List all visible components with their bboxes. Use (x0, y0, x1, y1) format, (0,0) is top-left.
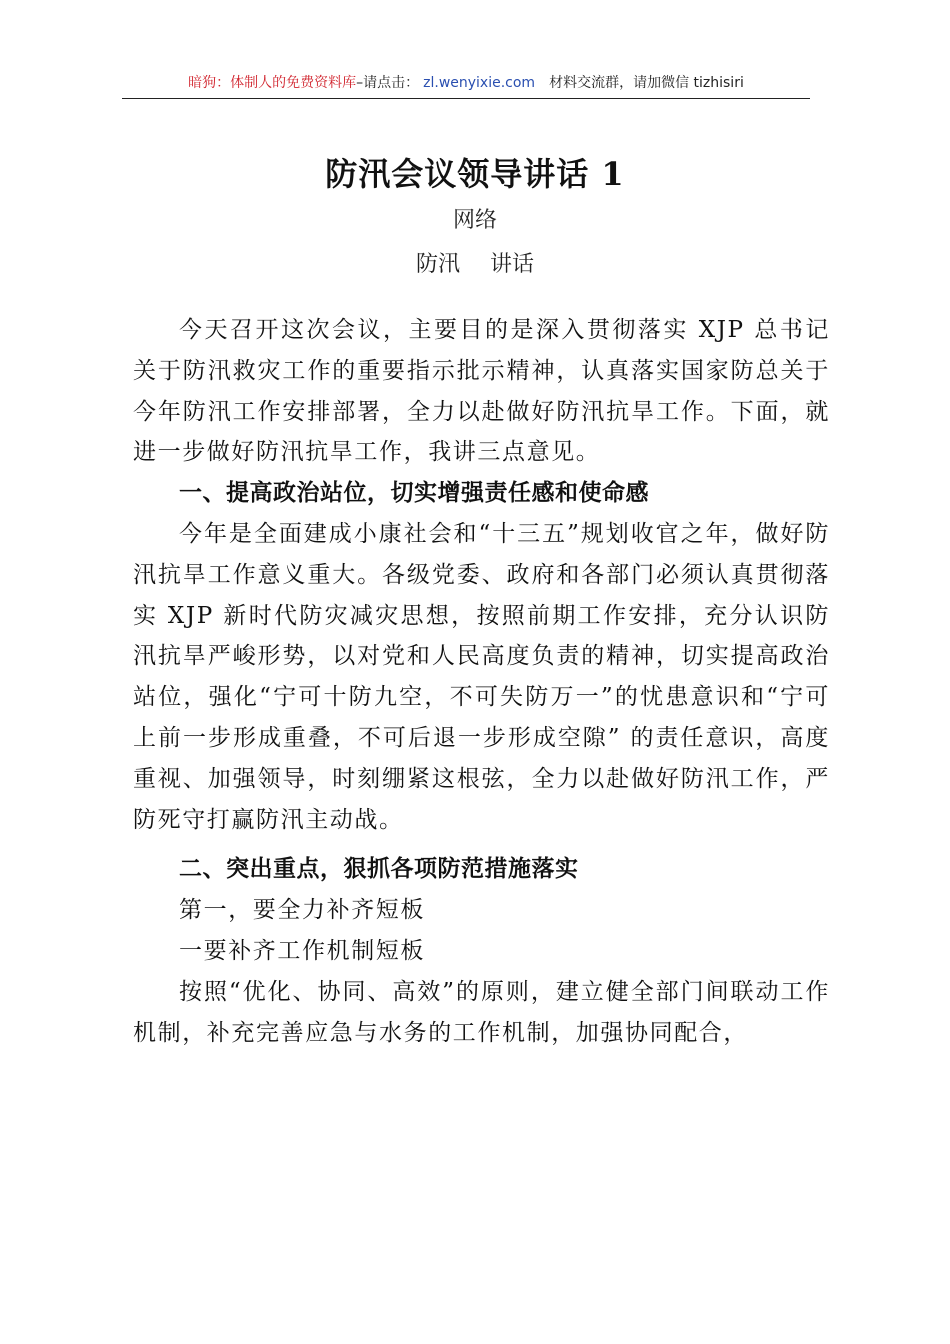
section-heading: 二、突出重点，狠抓各项防范措施落实 (179, 855, 579, 883)
subheading: 第一，要全力补齐短板 (179, 897, 425, 924)
document-title: 防汛会议领导讲话 1 (325, 155, 625, 193)
header-brand: 暗狗：体制人的免费资料库 (188, 75, 357, 91)
document-author: 网络 (452, 208, 497, 233)
tag: 讲话 (490, 252, 535, 277)
header-prompt: –请点击： (356, 75, 420, 91)
header-group-info: 材料交流群，请加微信 tizhisiri (549, 75, 744, 91)
paragraph: 按照“优化、协同、高效”的原则，建立健全部门间联动工作机制，补充完善应急与水务的工作机制，加强协同配合， (133, 978, 830, 1046)
header-link[interactable]: zl.wenyixie.com (423, 75, 536, 91)
paragraph: 今年是全面建成小康社会和“十三五”规划收官之年，做好防汛抗旱工作意义重大。各级党委、政府和各部门必须认真贯彻落实 XJP 新时代防灾减灾思想，按照前期工作安排，充分认识防汛抗旱严峻形势，以对党和人民高度负责的精神，切实提高政治站位，强化“宁可十防九空，不可失防万一”的忧患意识和“宁可上前一步形成重叠，不可后退一步形成空隙” 的责任意识，高度重视、加强领导，时刻绷紧这根弦，全力以赴做好防汛工作，严防死守打赢防汛主动战。 (133, 520, 830, 833)
document-tags (0, 248, 950, 282)
tag: 防汛 (415, 252, 460, 277)
paragraph: 今天召开这次会议，主要目的是深入贯彻落实 XJP 总书记关于防汛救灾工作的重要指示批示精神，认真落实国家防总关于今年防汛工作安排部署，全力以赴做好防汛抗旱工作。下面，就进一步做好防汛抗旱工作，我讲三点意见。 (133, 317, 830, 466)
page-header (122, 72, 810, 99)
document-body (133, 310, 830, 1053)
section-heading: 一、提高政治站位，切实增强责任感和使命感 (179, 479, 649, 507)
subheading: 一要补齐工作机制短板 (179, 937, 425, 964)
